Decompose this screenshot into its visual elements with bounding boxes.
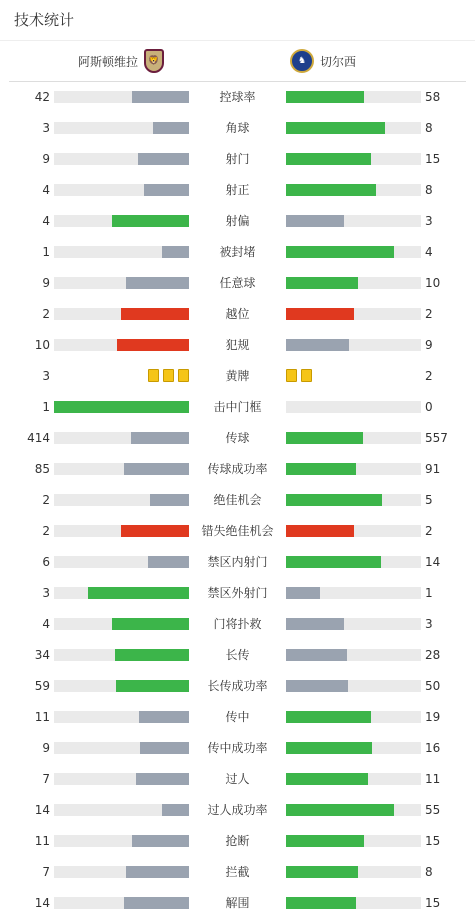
stat-row (0, 609, 475, 640)
stat-row (0, 361, 475, 392)
away-value: 3 (425, 617, 433, 631)
away-bar-track (286, 246, 421, 258)
stat-row (0, 702, 475, 733)
home-bar-fill (140, 742, 189, 754)
home-bar-fill (139, 711, 189, 723)
home-bar-fill (150, 494, 189, 506)
stat-row (0, 423, 475, 454)
away-bar-fill (286, 122, 385, 134)
away-bar-fill (286, 339, 349, 351)
away-bar-fill (286, 308, 354, 320)
away-value: 55 (425, 803, 441, 817)
home-bar-track (54, 835, 189, 847)
stat-row (0, 330, 475, 361)
home-bar-fill (136, 773, 189, 785)
home-bar-track (54, 587, 189, 599)
yellow-card-icon (301, 369, 312, 382)
away-bar-track (286, 680, 421, 692)
stat-label: 角球 (225, 121, 250, 135)
home-bar-track (54, 804, 189, 816)
away-team-name: 切尔西 (320, 54, 357, 69)
away-value: 9 (425, 338, 433, 352)
stat-label: 被封堵 (219, 245, 256, 259)
home-bar-fill (131, 432, 189, 444)
home-value: 42 (34, 90, 50, 104)
stat-row (0, 733, 475, 764)
home-value: 7 (42, 772, 50, 786)
away-bar-fill (286, 556, 381, 568)
away-bar-track (286, 401, 421, 413)
away-bar-fill (286, 277, 358, 289)
home-bar-track (54, 556, 189, 568)
away-bar-fill (286, 432, 363, 444)
stat-label: 长传成功率 (207, 679, 268, 693)
away-value: 19 (425, 710, 441, 724)
stat-label: 传球 (225, 431, 250, 445)
aston-villa-badge-icon: 🦁 (144, 49, 164, 73)
home-bar-track (54, 525, 189, 537)
home-bar-track (54, 432, 189, 444)
home-bar-track (54, 463, 189, 475)
away-bar-track (286, 339, 421, 351)
home-value: 34 (34, 648, 50, 662)
stat-row (0, 764, 475, 795)
home-team-name: 阿斯顿维拉 (77, 54, 138, 69)
away-bar-track (286, 618, 421, 630)
stat-label: 黄牌 (225, 369, 250, 383)
home-bar-track (54, 246, 189, 258)
stat-label: 越位 (225, 307, 250, 321)
away-bar-fill (286, 835, 364, 847)
home-bar-fill (117, 339, 189, 351)
home-bar-track (54, 773, 189, 785)
home-bar-fill (144, 184, 189, 196)
stat-label: 射门 (225, 152, 250, 166)
stat-row (0, 82, 475, 113)
home-value: 10 (34, 338, 50, 352)
home-bar-fill (148, 556, 189, 568)
home-bar-fill (88, 587, 189, 599)
stat-label: 击中门框 (213, 400, 262, 414)
home-value: 9 (42, 741, 50, 755)
away-bar-track (286, 494, 421, 506)
home-value: 14 (34, 896, 50, 910)
home-bar-track (54, 308, 189, 320)
away-value: 8 (425, 183, 433, 197)
away-bar-fill (286, 215, 344, 227)
home-value: 9 (42, 152, 50, 166)
stat-label: 射正 (225, 183, 250, 197)
away-bar-track (286, 463, 421, 475)
away-bar-track (286, 587, 421, 599)
away-bar-fill (286, 494, 382, 506)
stat-row (0, 206, 475, 237)
away-value: 4 (425, 245, 433, 259)
home-value: 2 (42, 493, 50, 507)
away-bar-fill (286, 184, 376, 196)
stat-label: 抢断 (225, 834, 250, 848)
away-value: 11 (425, 772, 441, 786)
stat-row (0, 299, 475, 330)
away-value: 2 (425, 524, 433, 538)
away-bar-fill (286, 618, 344, 630)
away-bar-track (286, 215, 421, 227)
home-value: 9 (42, 276, 50, 290)
stat-label: 过人成功率 (207, 803, 268, 817)
home-value: 414 (27, 431, 50, 445)
home-bar-fill (124, 463, 189, 475)
away-value: 5 (425, 493, 433, 507)
away-bar-fill (286, 773, 368, 785)
home-bar-track (54, 618, 189, 630)
away-bar-fill (286, 153, 371, 165)
home-bar-track (54, 184, 189, 196)
stat-label: 传球成功率 (207, 462, 268, 476)
away-value: 28 (425, 648, 441, 662)
stat-row (0, 888, 475, 919)
away-value: 58 (425, 90, 441, 104)
away-bar-fill (286, 804, 394, 816)
home-bar-fill (54, 401, 189, 413)
away-value: 14 (425, 555, 441, 569)
away-value: 15 (425, 896, 441, 910)
away-bar-track (286, 804, 421, 816)
home-bar-track (54, 91, 189, 103)
away-bar-fill (286, 91, 364, 103)
away-bar-fill (286, 897, 356, 909)
stat-label: 射偏 (225, 214, 250, 228)
away-bar-fill (286, 711, 371, 723)
home-bar-track (54, 339, 189, 351)
stat-row (0, 547, 475, 578)
yellow-card-icon (178, 369, 189, 382)
home-bar-fill (115, 649, 189, 661)
away-bar-fill (286, 866, 358, 878)
away-bar-track (286, 773, 421, 785)
home-bar-fill (126, 866, 189, 878)
away-value: 10 (425, 276, 441, 290)
stat-label: 拦截 (225, 865, 250, 879)
home-bar-fill (162, 804, 189, 816)
away-bar-track (286, 91, 421, 103)
home-yellow-cards (148, 369, 189, 382)
away-yellow-cards (286, 369, 312, 382)
stat-label: 任意球 (219, 276, 256, 290)
away-bar-fill (286, 680, 348, 692)
away-value: 557 (425, 431, 448, 445)
away-bar-track (286, 432, 421, 444)
home-bar-track (54, 277, 189, 289)
away-value: 2 (425, 307, 433, 321)
home-value: 2 (42, 307, 50, 321)
stat-row (0, 113, 475, 144)
away-bar-track (286, 556, 421, 568)
stats-list (0, 82, 475, 919)
away-value: 3 (425, 214, 433, 228)
home-bar-track (54, 742, 189, 754)
home-value: 59 (34, 679, 50, 693)
home-value: 4 (42, 214, 50, 228)
home-bar-fill (124, 897, 189, 909)
away-value: 0 (425, 400, 433, 414)
away-bar-track (286, 711, 421, 723)
away-bar-track (286, 742, 421, 754)
home-value: 6 (42, 555, 50, 569)
home-value: 2 (42, 524, 50, 538)
home-bar-track (54, 215, 189, 227)
home-bar-fill (116, 680, 189, 692)
stat-row (0, 671, 475, 702)
stat-row (0, 640, 475, 671)
home-bar-track (54, 680, 189, 692)
home-bar-fill (112, 215, 189, 227)
yellow-card-icon (286, 369, 297, 382)
stat-row (0, 392, 475, 423)
home-value: 11 (34, 834, 50, 848)
home-bar-fill (121, 525, 189, 537)
page-title: 技术统计 (0, 0, 475, 41)
stat-label: 禁区外射门 (207, 586, 268, 600)
home-value: 14 (34, 803, 50, 817)
away-bar-track (286, 153, 421, 165)
stat-row (0, 144, 475, 175)
home-value: 3 (42, 586, 50, 600)
home-value: 4 (42, 617, 50, 631)
yellow-card-icon (163, 369, 174, 382)
stat-label: 传中成功率 (207, 741, 268, 755)
away-value: 15 (425, 152, 441, 166)
home-bar-fill (112, 618, 189, 630)
home-bar-fill (132, 91, 189, 103)
stat-label: 错失绝佳机会 (201, 524, 274, 538)
home-bar-track (54, 401, 189, 413)
home-bar-fill (153, 122, 189, 134)
stat-label: 犯规 (225, 338, 250, 352)
away-bar-track (286, 835, 421, 847)
stat-row (0, 485, 475, 516)
home-bar-track (54, 649, 189, 661)
stat-row (0, 578, 475, 609)
away-value: 1 (425, 586, 433, 600)
home-bar-track (54, 711, 189, 723)
away-bar-fill (286, 246, 394, 258)
stat-row (0, 795, 475, 826)
stat-row (0, 857, 475, 888)
chelsea-badge-icon: ♞ (290, 49, 314, 73)
away-value: 16 (425, 741, 441, 755)
away-bar-track (286, 277, 421, 289)
away-value: 8 (425, 121, 433, 135)
away-bar-fill (286, 463, 356, 475)
stat-row (0, 268, 475, 299)
away-bar-fill (286, 587, 320, 599)
away-bar-track (286, 649, 421, 661)
away-bar-fill (286, 742, 372, 754)
home-bar-fill (138, 153, 189, 165)
home-value: 11 (34, 710, 50, 724)
away-value: 15 (425, 834, 441, 848)
home-bar-track (54, 122, 189, 134)
home-value: 7 (42, 865, 50, 879)
stat-row (0, 454, 475, 485)
stat-label: 过人 (225, 772, 250, 786)
stat-row (0, 826, 475, 857)
home-value: 85 (34, 462, 50, 476)
stat-label: 门将扑救 (213, 617, 262, 631)
stat-row (0, 516, 475, 547)
stat-label: 控球率 (219, 90, 256, 104)
home-bar-fill (162, 246, 189, 258)
away-bar-track (286, 308, 421, 320)
home-bar-track (54, 866, 189, 878)
stat-row (0, 237, 475, 268)
away-bar-track (286, 897, 421, 909)
teams-header (9, 41, 466, 82)
yellow-card-icon (148, 369, 159, 382)
home-value: 3 (42, 121, 50, 135)
home-bar-track (54, 897, 189, 909)
stat-label: 绝佳机会 (213, 493, 262, 507)
away-bar-track (286, 184, 421, 196)
away-value: 91 (425, 462, 441, 476)
away-value: 50 (425, 679, 441, 693)
home-value: 3 (42, 369, 50, 383)
away-bar-track (286, 866, 421, 878)
home-value: 1 (42, 245, 50, 259)
home-bar-fill (126, 277, 189, 289)
home-value: 4 (42, 183, 50, 197)
stat-label: 解围 (225, 896, 250, 910)
away-team[interactable] (290, 41, 356, 81)
stat-label: 禁区内射门 (207, 555, 268, 569)
stat-row (0, 175, 475, 206)
away-value: 8 (425, 865, 433, 879)
away-bar-track (286, 122, 421, 134)
stat-label: 传中 (225, 710, 250, 724)
away-bar-track (286, 525, 421, 537)
home-bar-track (54, 153, 189, 165)
away-bar-fill (286, 649, 347, 661)
home-value: 1 (42, 400, 50, 414)
stat-label: 长传 (225, 648, 250, 662)
home-team[interactable] (78, 41, 164, 81)
away-bar-fill (286, 525, 354, 537)
away-value: 2 (425, 369, 433, 383)
home-bar-fill (132, 835, 189, 847)
home-bar-track (54, 494, 189, 506)
home-bar-fill (121, 308, 189, 320)
